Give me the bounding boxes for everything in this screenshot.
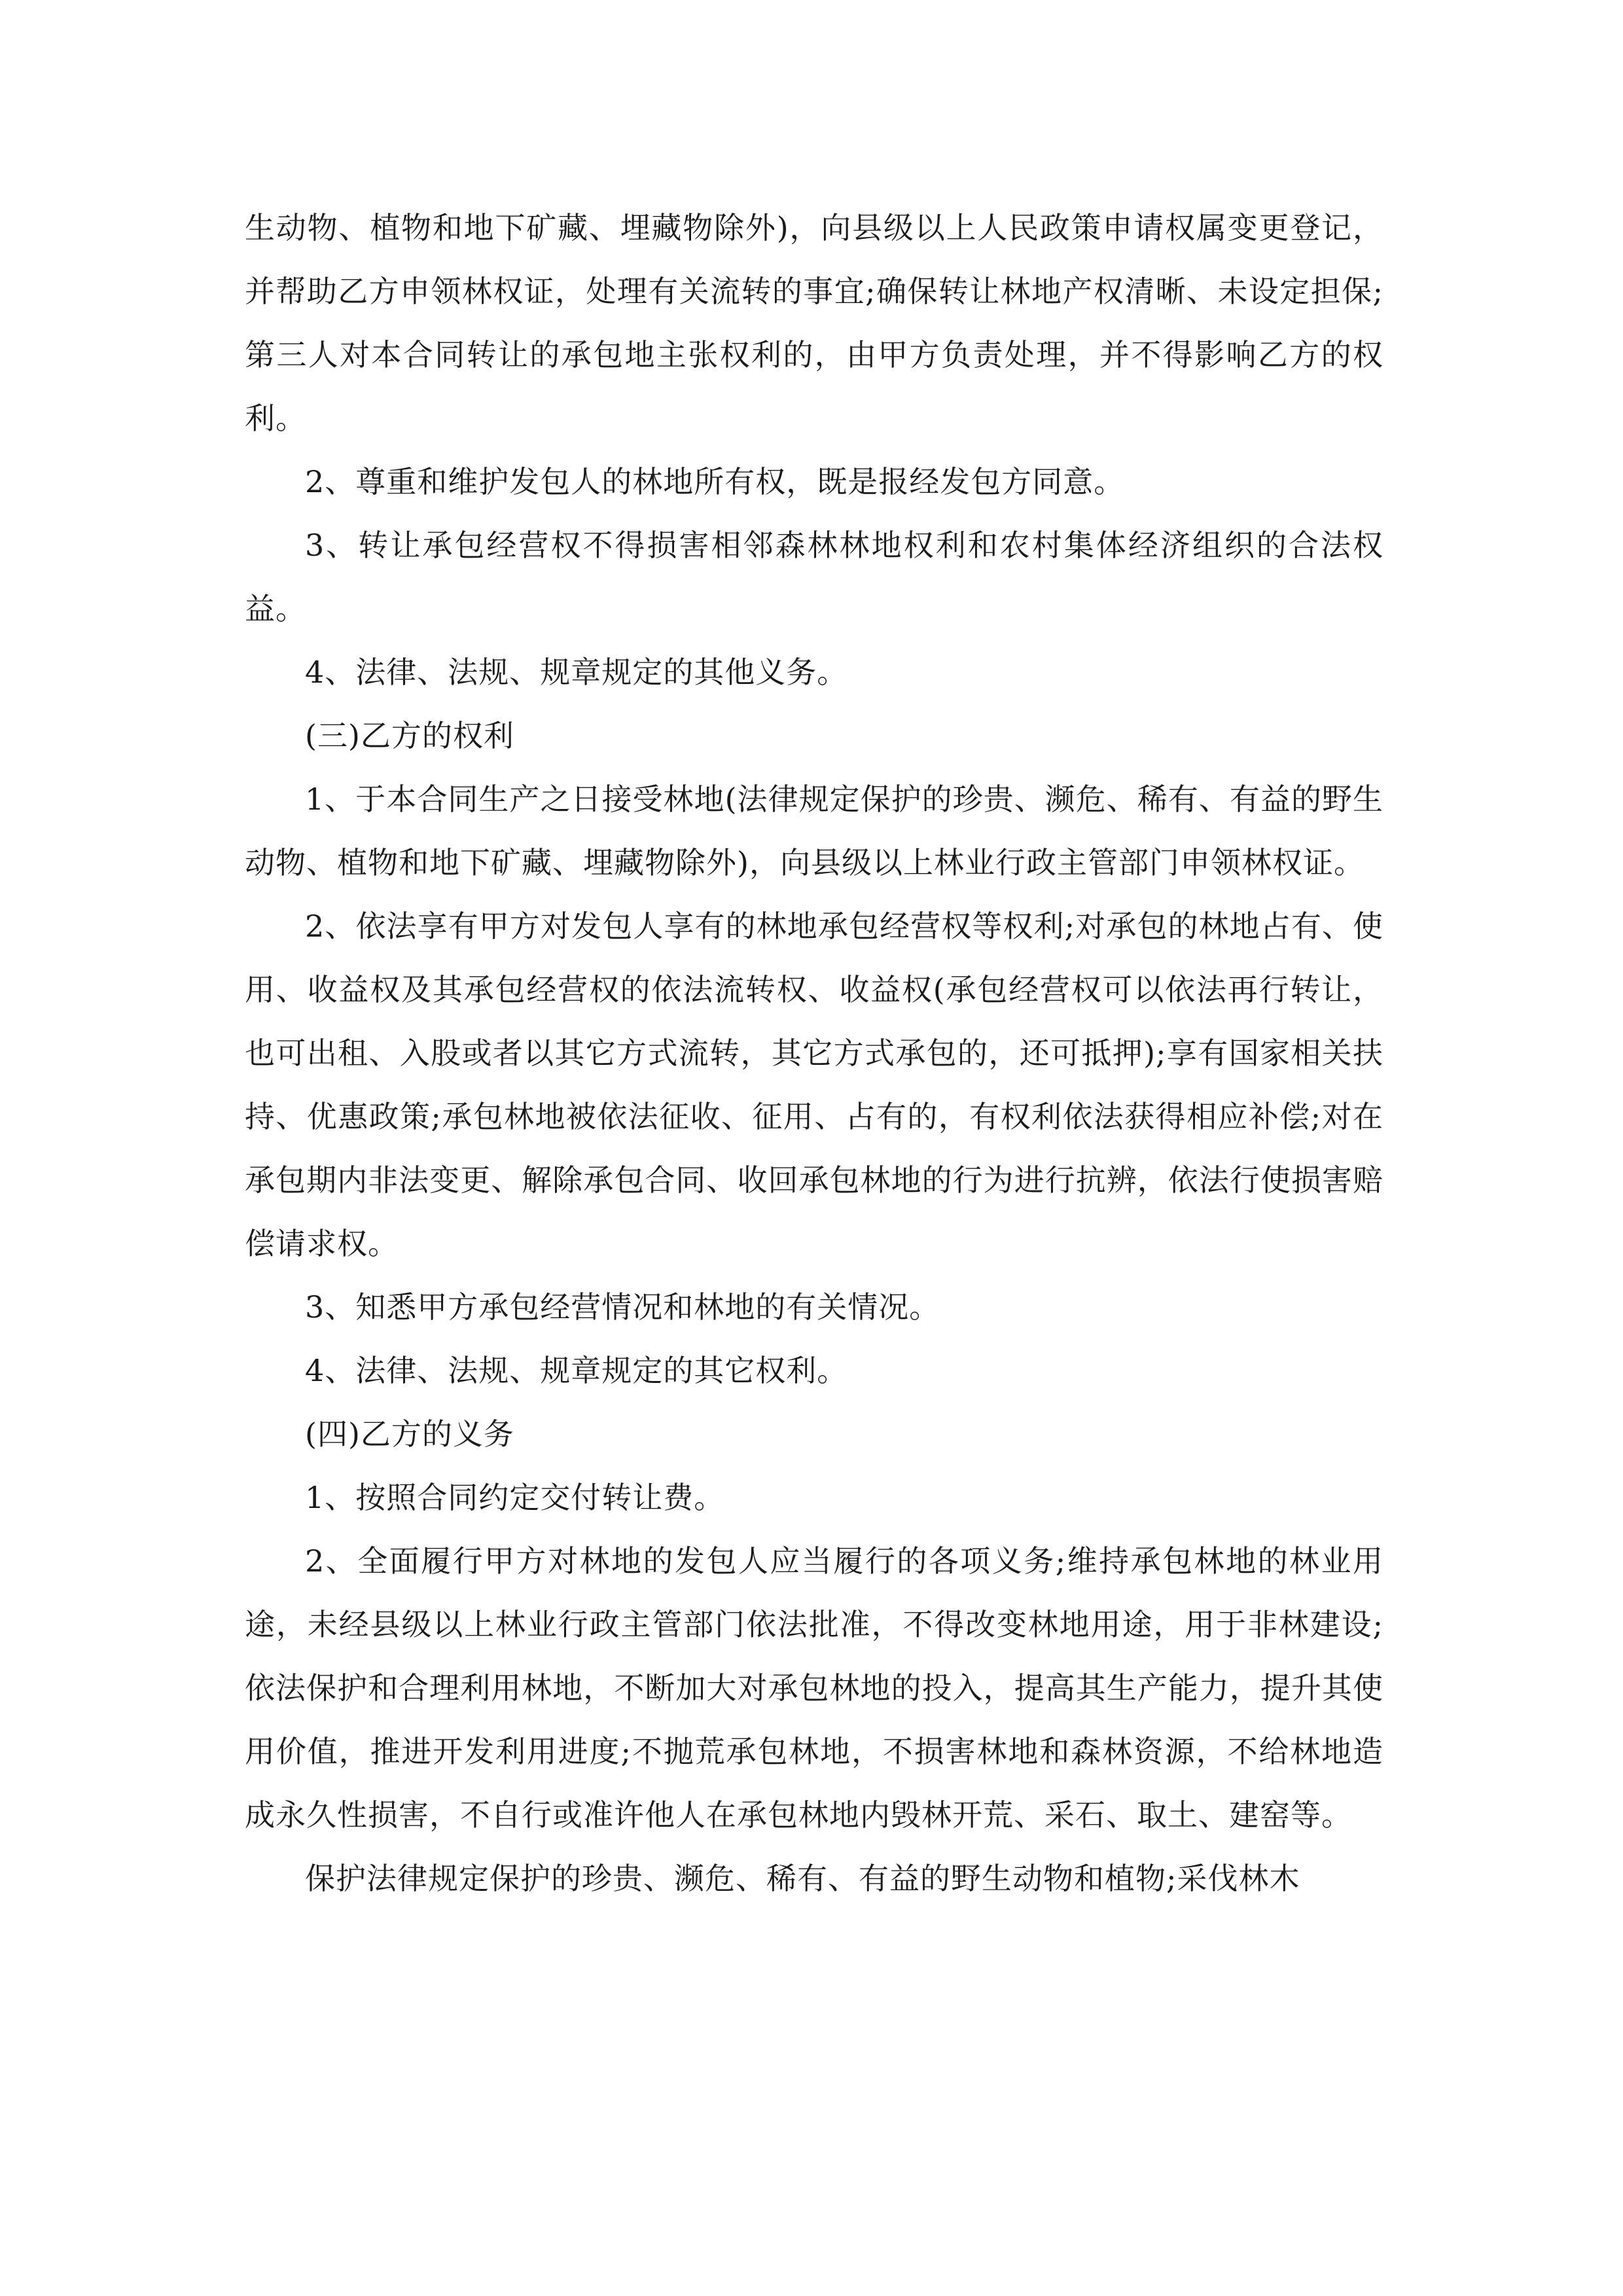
paragraph-rights-1: 1、于本合同生产之日接受林地(法律规定保护的珍贵、濒危、稀有、有益的野生动物、植物和地下矿藏、埋藏物除外)，向县级以上林业行政主管部门申领林权证。 [245,781,1383,880]
paragraph-obligations-2: 2、全面履行甲方对林地的发包人应当履行的各项义务;维持承包林地的林业用途，未经县级以上林业行政主管部门依法批准，不得改变林地用途，用于非林建设;依法保护和合理利用林地，不断加大对承包林地的投入，提高其生产能力，提升其使用价值，推进开发利用进度;不抛荒承包林地，不损害林地和森林资源，不给林地造成永久性损害，不自行或准许他人在承包林地内毁林开荒、采石、取土、建窑等。 [245,1543,1383,1833]
paragraph-item-4: 4、法律、法规、规章规定的其他义务。 [305,655,848,690]
paragraph-item-3: 3、转让承包经营权不得损害相邻森林林地权利和农村集体经济组织的合法权益。 [245,528,1383,626]
paragraph-obligations-1: 1、按照合同约定交付转让费。 [305,1480,725,1515]
section-heading-rights: (三)乙方的权利 [305,718,514,753]
paragraph-item-2: 2、尊重和维护发包人的林地所有权，既是报经发包方同意。 [305,464,1125,499]
paragraph-rights-3: 3、知悉甲方承包经营情况和林地的有关情况。 [305,1289,940,1325]
document-page [245,196,1383,1910]
paragraph-rights-2: 2、依法享有甲方对发包人享有的林地承包经营权等权利;对承包的林地占有、使用、收益权及其承包经营权的依法流转权、收益权(承包经营权可以依法再行转让，也可出租、入股或者以其它方式流转，其它方式承包的，还可抵押);享有国家相关扶持、优惠政策;承包林地被依法征收、征用、占有的，有权利依法获得相应补偿;对在承包期内非法变更、解除承包合同、收回承包林地的行为进行抗辨，依法行使损害赔偿请求权。 [245,908,1383,1261]
paragraph-rights-4: 4、法律、法规、规章规定的其它权利。 [305,1353,848,1388]
section-heading-obligations: (四)乙方的义务 [305,1416,514,1452]
paragraph-continuation: 生动物、植物和地下矿藏、埋藏物除外)，向县级以上人民政策申请权属变更登记，并帮助乙方申领林权证，处理有关流转的事宜;确保转让林地产权清晰、未设定担保;第三人对本合同转让的承包地主张权利的，由甲方负责处理，并不得影响乙方的权利。 [245,210,1383,436]
paragraph-protection: 保护法律规定保护的珍贵、濒危、稀有、有益的野生动物和植物;采伐林木 [305,1861,1300,1896]
